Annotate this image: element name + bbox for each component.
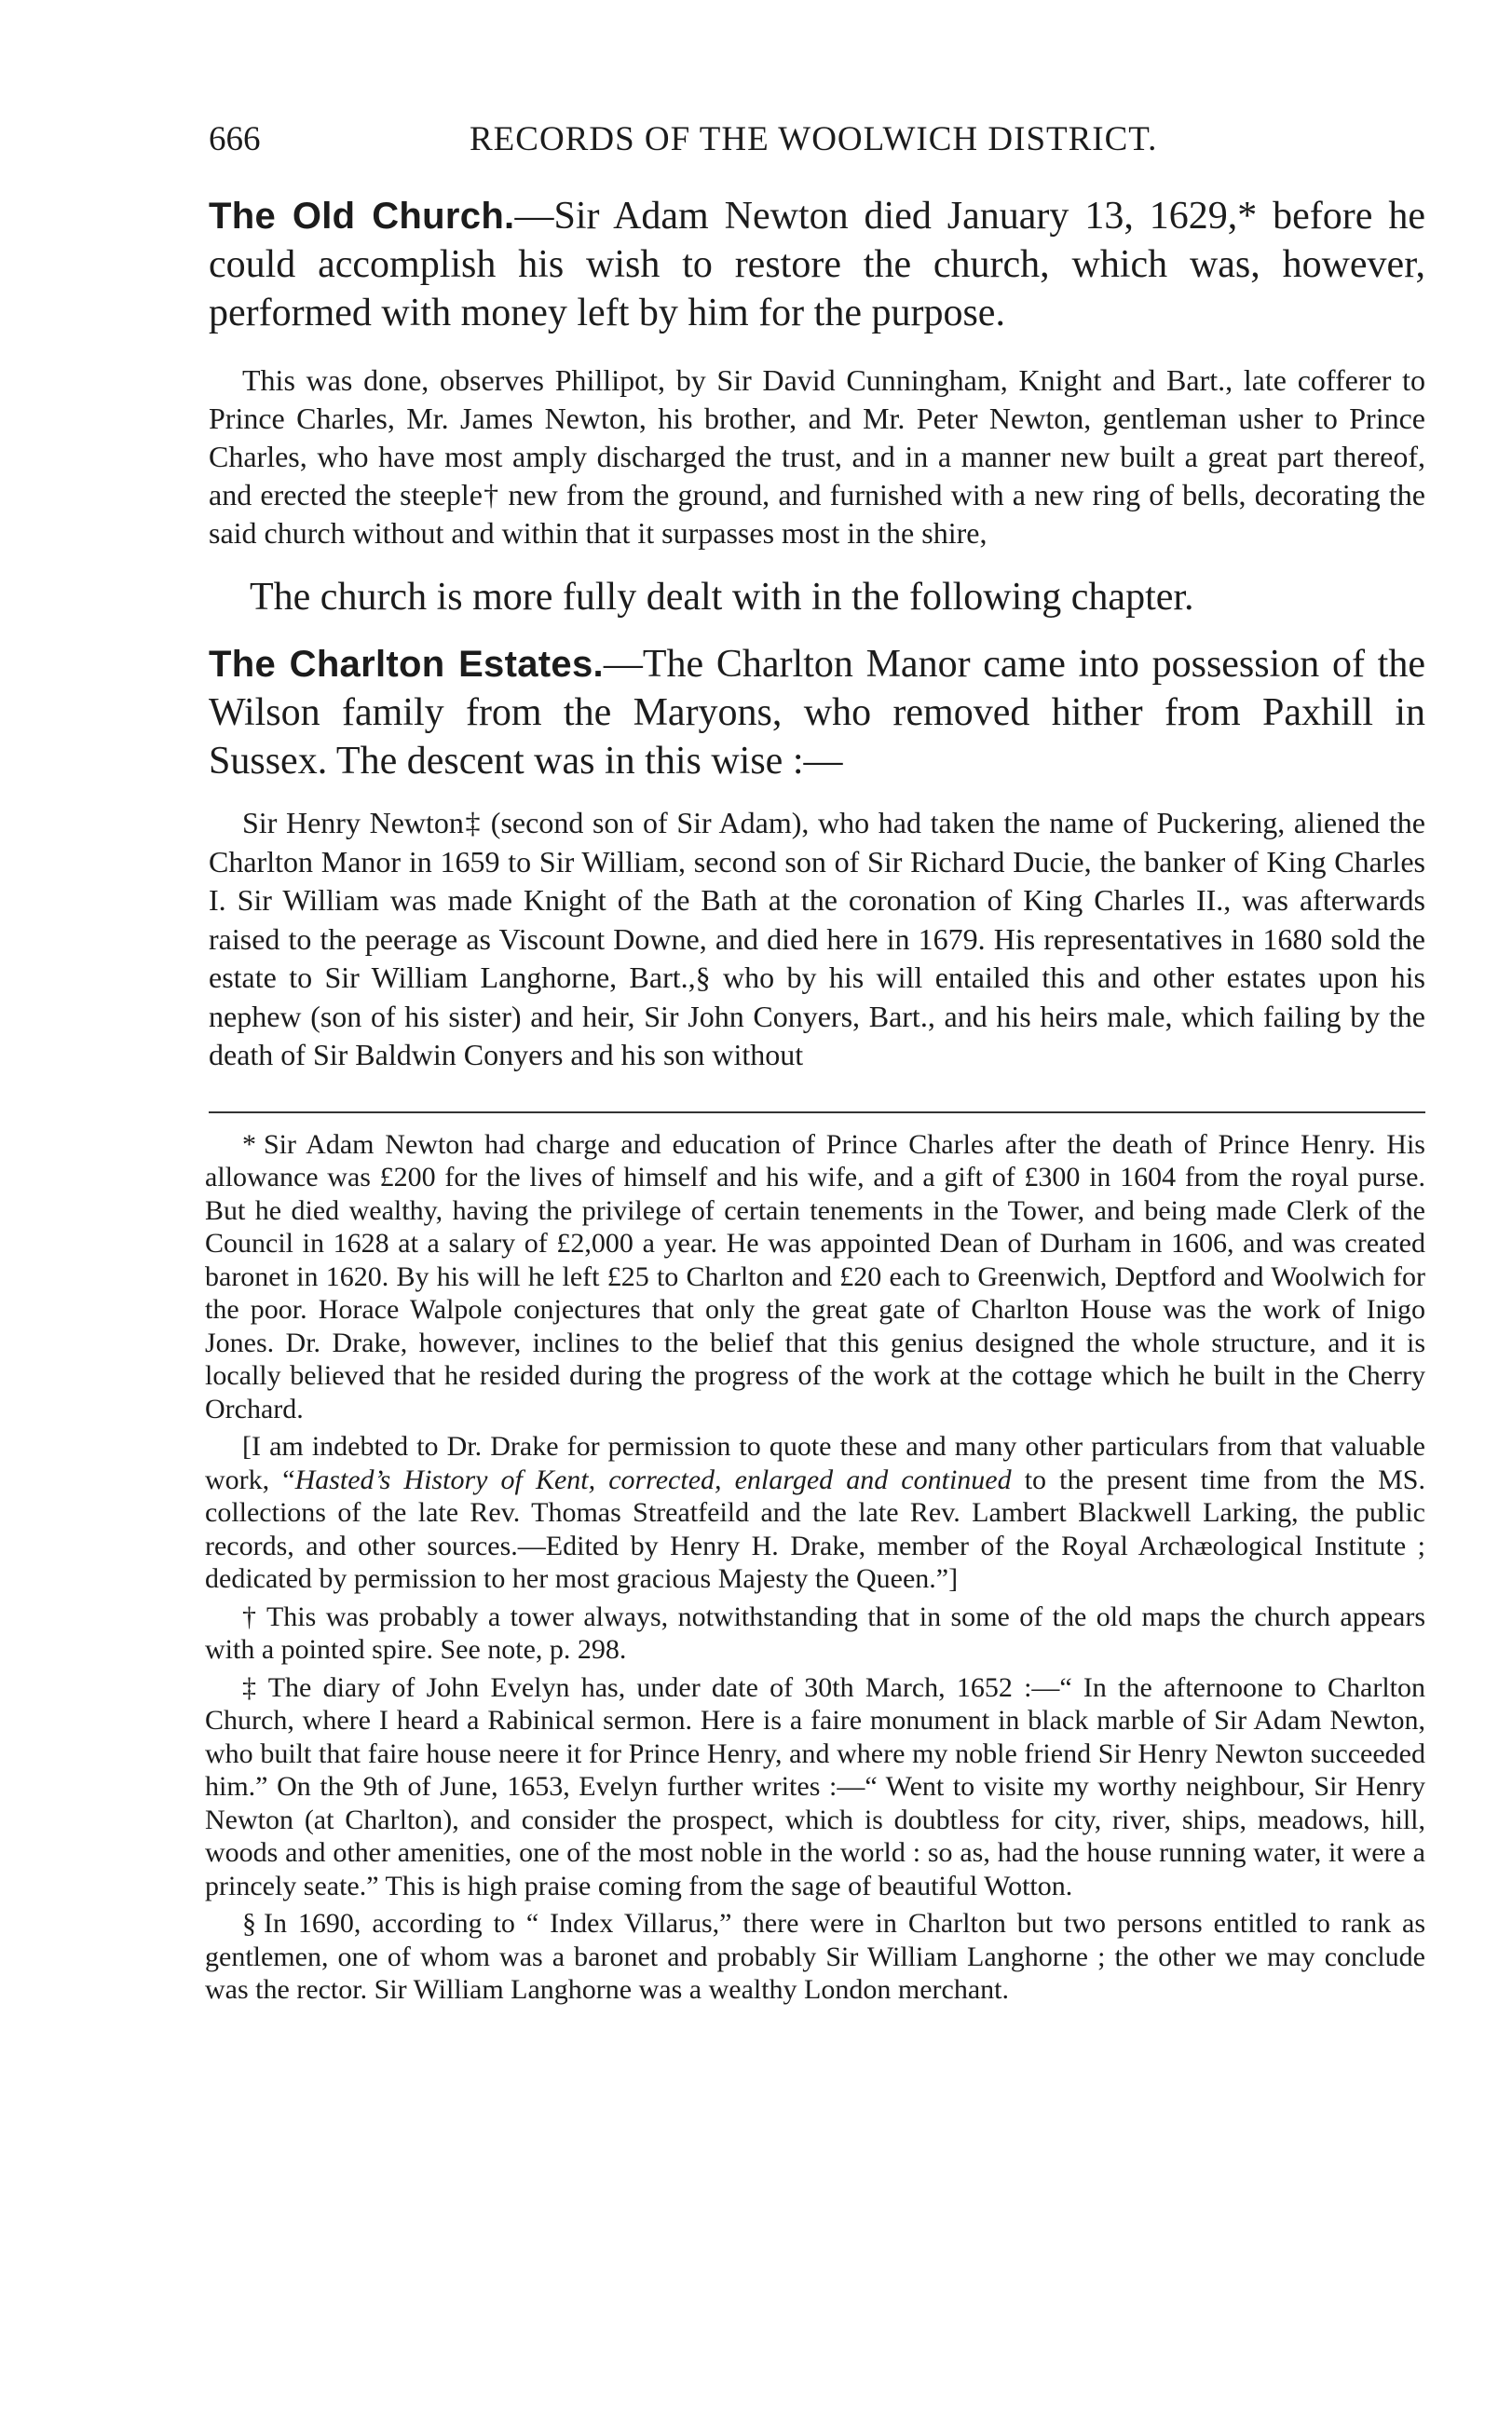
footnote-book-title: Hasted’s History of Kent, corrected, enlarged and continued bbox=[294, 1464, 1012, 1495]
footnote-text: Sir Adam Newton had charge and education of Prince Charles after the death of Prince Henry. His allowance was £200 for the lives of himself and his wife, and a gift of £300 in 1604 from the royal purse. But he died wealthy, having the privilege of certain tenements in the Tower, and being made Clerk of the Council in 1628 at a salary of £2,000 a year. He was appointed Dean of Durham in 1606, and was created baronet in 1620. By his will he left £25 to Charlton and £20 each to Greenwich, Deptford and Woolwich for the poor. Horace Walpole conjectures that only the great gate of Charlton House was the work of Inigo Jones. Dr. Drake, however, inclines to the belief that this genius designed the whole structure, and it is locally believed that he resided during the progress of the work at the cottage which he built in the Cherry Orchard. bbox=[205, 1128, 1425, 1424]
footnote-mark: † bbox=[242, 1601, 259, 1632]
footnote-drake-acknowledgement bbox=[205, 1430, 1425, 1596]
old-church-paragraph bbox=[209, 192, 1425, 337]
phillipot-quote: This was done, observes Phillipot, by Sir David Cunningham, Knight and Bart., late cofferer to Prince Charles, Mr. James Newton, his brother, and Mr. Peter Newton, gentleman usher to Prince Charles, who have most amply discharged the trust, and in a manner new built a great part thereof, and erected the steeple† new from the ground, and furnished with a new ring of bells, decorating the said church without and within that it surpasses most in the shire, bbox=[209, 363, 1425, 550]
descent-paragraph: Sir Henry Newton‡ (second son of Sir Adam), who had taken the name of Puckering, aliened the Charlton Manor in 1659 to Sir William, second son of Sir Richard Ducie, the banker of King Charles I. Sir William was made Knight of the Bath at the coronation of King Charles II., was afterwards raised to the peerage as Viscount Downe, and died here in 1679. His representatives in 1680 sold the estate to Sir William Langhorne, Bart.,§ who by his will entailed this and other estates upon his nephew (son of his sister) and heir, Sir John Conyers, Bart., and his heirs male, which failing by the death of Sir Baldwin Conyers and his son without bbox=[209, 806, 1425, 1071]
footnote-mark: ‡ bbox=[242, 1671, 261, 1703]
footnote-mark: * bbox=[242, 1128, 256, 1160]
footnote-text: The diary of John Evelyn has, under date of 30th March, 1652 :—“ In the afternoone to Charlton Church, where I heard a Rabinical sermon. Here is a faire monument in black marble of Sir Adam Newton, who built that faire house neere it for Prince Henry, and where my noble friend Sir Henry Newton succeeded him.” On the 9th of June, 1653, Evelyn further writes :—“ Went to visite my worthy neighbour, Sir Henry Newton (at Charlton), and consider the prospect, which is doubtless for city, river, ships, meadows, hill, woods and other amenities, one of the most noble in the world : so as, had the house running water, it were a princely seate.” This is high praise coming from the sage of beautiful Wotton. bbox=[205, 1671, 1425, 1901]
page-number: 666 bbox=[209, 120, 261, 158]
book-page bbox=[205, 119, 1426, 2007]
footnote-rule bbox=[209, 1111, 1425, 1113]
footnote-text: In 1690, according to “ Index Villarus,” there were in Charlton but two persons entitled to rank as gentlemen, one of whom was a baronet and probably Sir William Langhorne ; the other we may conclude was the rector. Sir William Langhorne was a wealthy London merchant. bbox=[205, 1908, 1425, 2005]
footnotes bbox=[205, 1128, 1425, 2007]
old-church-text: —Sir Adam Newton died January 13, 1629,* before he could accomplish his wish to restore the church, which was, however, performed with money left by him for the purpose. bbox=[209, 195, 1425, 334]
charlton-estates-paragraph bbox=[209, 640, 1425, 785]
footnote-text: [I am indebted to Dr. Drake for permission to quote these and many other particulars from that valuable work, “ bbox=[205, 1431, 1425, 1495]
charlton-estates-heading: The Charlton Estates. bbox=[209, 644, 604, 685]
footnote-dagger bbox=[205, 1601, 1425, 1667]
footnote-mark: § bbox=[242, 1908, 256, 1939]
charlton-estates-text: —The Charlton Manor came into possession of the Wilson family from the Maryons, who removed hither from Paxhill in Sussex. The descent was in this wise :— bbox=[209, 643, 1425, 783]
running-head bbox=[209, 119, 1425, 175]
footnote-text: to the present time from the MS. collections of the late Rev. Thomas Streatfeild and the late Rev. Lambert Blackwell Larking, the public records, and other sources.—Edited by Henry H. Drake, member of the Royal Archæological Institute ; dedicated by permission to her most gracious Majesty the Queen.”] bbox=[205, 1464, 1425, 1594]
footnote-text: This was probably a tower always, notwithstanding that in some of the old maps the church appears with a pointed spire. See note, p. 298. bbox=[205, 1601, 1426, 1665]
footnote-asterisk bbox=[205, 1128, 1425, 1426]
footnote-double-dagger bbox=[205, 1671, 1425, 1903]
church-followup: The church is more fully dealt with in the following chapter. bbox=[250, 576, 1194, 619]
footnote-section bbox=[205, 1907, 1425, 2007]
running-title: RECORDS OF THE WOOLWICH DISTRICT. bbox=[470, 120, 1158, 158]
old-church-heading: The Old Church. bbox=[209, 196, 515, 237]
